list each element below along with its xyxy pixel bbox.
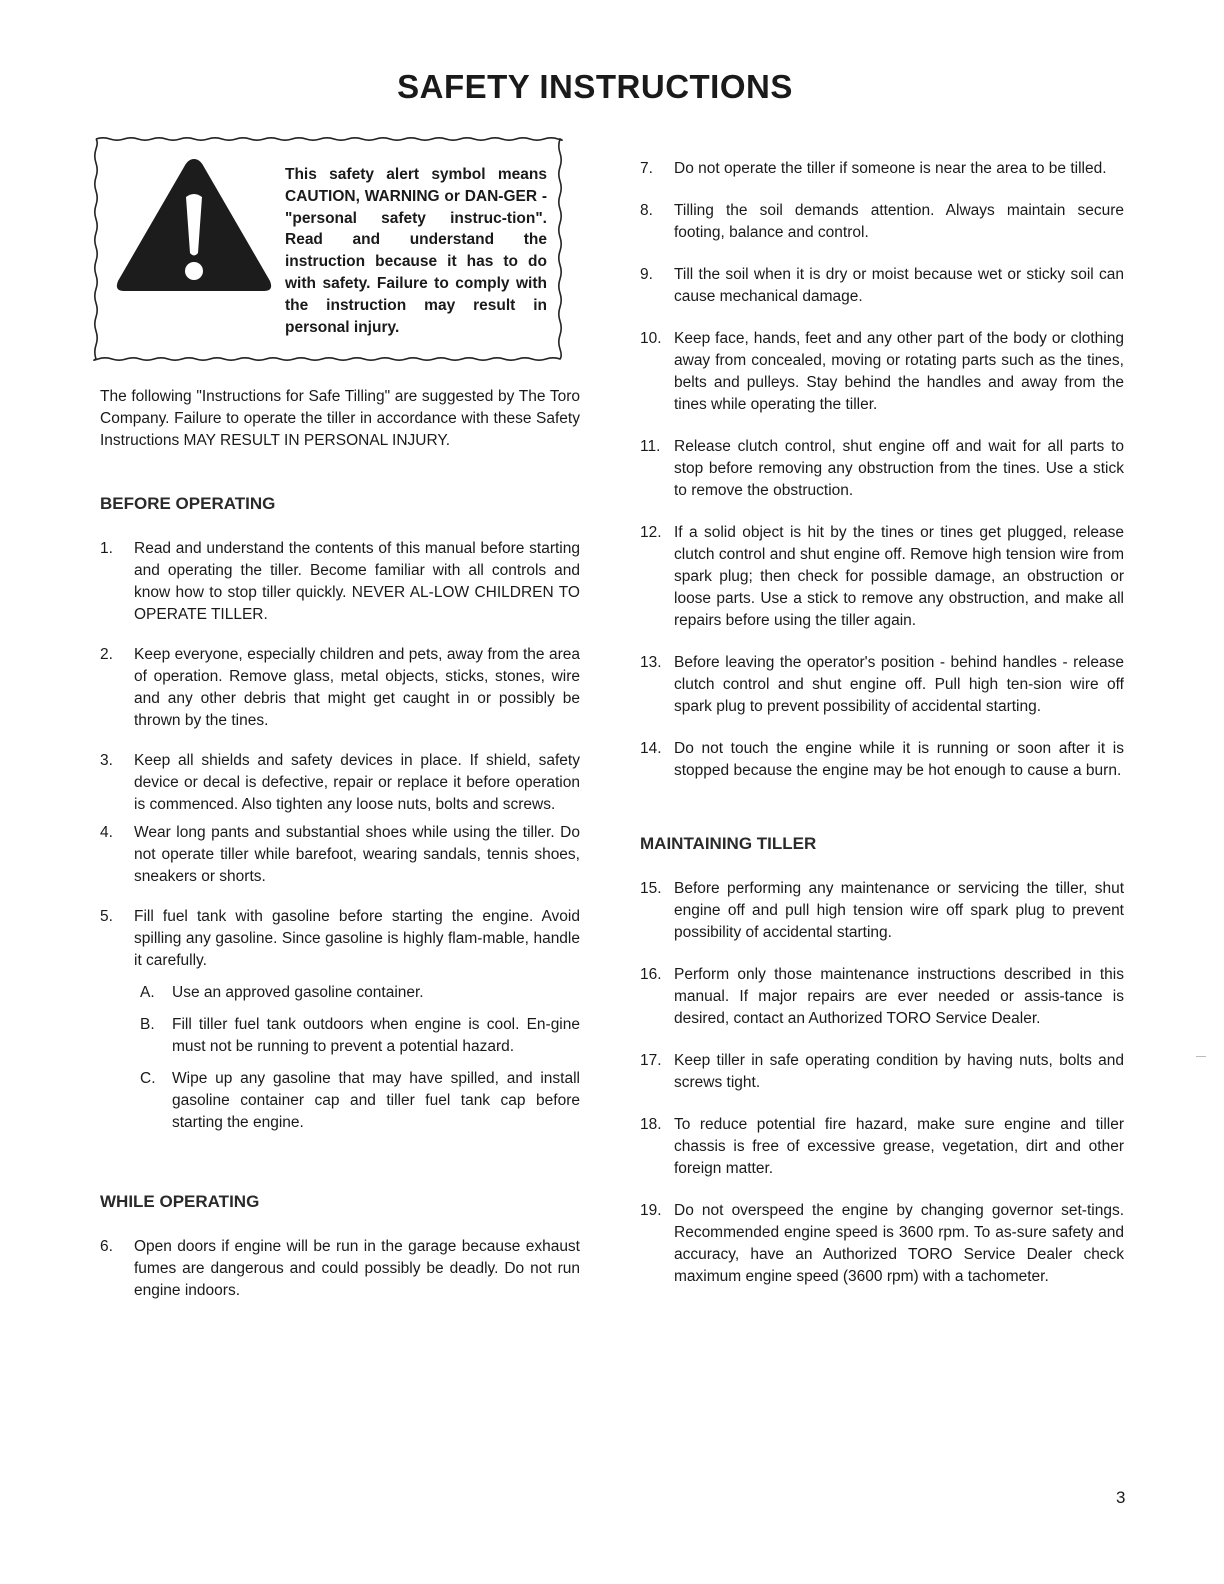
before-operating-list: [100, 538, 580, 1134]
left-column: [100, 386, 580, 1302]
safety-alert-text: This safety alert symbol means CAUTION, WARNING or DAN-GER - "personal safety instruc-tion". Read and understand the instruction because it has to do with safety. Failure to comply with the instruction may result in personal injury.: [285, 166, 547, 336]
warning-triangle-icon: [114, 157, 274, 297]
list-item: 5. Fill fuel tank with gasoline before starting the engine. Avoid spilling any gasoline. Since gasoline is highly flam-mable, handle it carefully.: [100, 908, 580, 969]
list-subitem: B. Fill tiller fuel tank outdoors when engine is cool. En-gine must not be running to prevent a potential hazard.: [140, 1016, 580, 1055]
right-column: [640, 158, 1124, 1288]
safety-alert-box: [92, 135, 564, 363]
list-item: 17. Keep tiller in safe operating condition by having nuts, bolts and screws tight.: [640, 1052, 1124, 1091]
list-item: 8. Tilling the soil demands attention. Always maintain secure footing, balance and control.: [640, 202, 1124, 241]
page-number: 3: [1116, 1488, 1126, 1507]
list-item: 16. Perform only those maintenance instructions described in this manual. If major repairs are ever needed or assis-tance is desired, contact an Authorized TORO Service Dealer.: [640, 966, 1124, 1027]
list-item: 1. Read and understand the contents of this manual before starting and operating the tiller. Become familiar with all controls and know how to stop tiller quickly. NEVER AL-LOW CHILDREN TO OPERATE TILLER.: [100, 540, 580, 623]
heading-while-operating: WHILE OPERATING: [100, 1192, 260, 1211]
list-item: 6. Open doors if engine will be run in the garage because exhaust fumes are dangerous and could possibly be deadly. Do not run engine indoors.: [100, 1238, 580, 1299]
heading-maintaining-tiller: MAINTAINING TILLER: [640, 834, 817, 853]
scan-mark: [1196, 1056, 1206, 1057]
list-item: 14. Do not touch the engine while it is running or soon after it is stopped because the engine may be hot enough to cause a burn.: [640, 740, 1124, 779]
list-item: 10. Keep face, hands, feet and any other part of the body or clothing away from concealed, moving or rotating parts such as the tines, belts and pulleys. Stay behind the handles and away from the tines while operating the tiller.: [640, 330, 1124, 413]
list-item: 18. To reduce potential fire hazard, make sure engine and tiller chassis is free of excessive grease, vegetation, dirt and other foreign matter.: [640, 1116, 1124, 1177]
list-subitem: C. Wipe up any gasoline that may have spilled, and install gasoline container cap and tiller fuel tank cap before starting the engine.: [140, 1070, 580, 1131]
list-item: 12. If a solid object is hit by the tines or tines get plugged, release clutch control and shut engine off. Remove high tension wire from spark plug; then check for possible damage, an obstruction or loose parts. Use a stick to remove any obstruction, and make all repairs before using the tiller again.: [640, 524, 1124, 629]
list-item: 9. Till the soil when it is dry or moist because wet or sticky soil can cause mechanical damage.: [640, 266, 1124, 305]
list-item: 11. Release clutch control, shut engine off and wait for all parts to stop before removing any obstruction from the tines. Use a stick to remove the obstruction.: [640, 438, 1124, 499]
list-item: 3. Keep all shields and safety devices in place. If shield, safety device or decal is defective, repair or replace it before operation is commenced. Also tighten any loose nuts, bolts and screws.: [100, 752, 580, 813]
list-subitem: A. Use an approved gasoline container.: [140, 984, 424, 1001]
list-item: 4. Wear long pants and substantial shoes while using the tiller. Do not operate tiller while barefoot, wearing sandals, tennis shoes, sneakers or shorts.: [100, 824, 580, 885]
list-item: 13. Before leaving the operator's position - behind handles - release clutch control and shut engine off. Pull high ten-sion wire off spark plug to prevent possibility of accidental starting.: [640, 654, 1124, 715]
list-item: 15. Before performing any maintenance or servicing the tiller, shut engine off and pull high tension wire off spark plug to prevent possibility of accidental starting.: [640, 880, 1124, 941]
page-title: SAFETY INSTRUCTIONS: [397, 68, 793, 105]
list-item: 7. Do not operate the tiller if someone is near the area to be tilled.: [640, 160, 1107, 177]
list-item: 19. Do not overspeed the engine by changing governor set-tings. Recommended engine speed is 3600 rpm. To as-sure safety and accuracy, have an Authorized TORO Service Dealer check maximum engine speed (3600 rpm) with a tachometer.: [640, 1202, 1124, 1285]
heading-before-operating: BEFORE OPERATING: [100, 494, 276, 513]
intro-paragraph: The following "Instructions for Safe Tilling" are suggested by The Toro Company. Failure to operate the tiller in accordance with these Safety Instructions MAY RESULT IN PERSONAL INJURY.: [100, 388, 580, 449]
list-item: 2. Keep everyone, especially children and pets, away from the area of operation. Remove glass, metal objects, sticks, stones, wire and any other debris that might get caught in or possibly be thrown by the tines.: [100, 646, 580, 729]
